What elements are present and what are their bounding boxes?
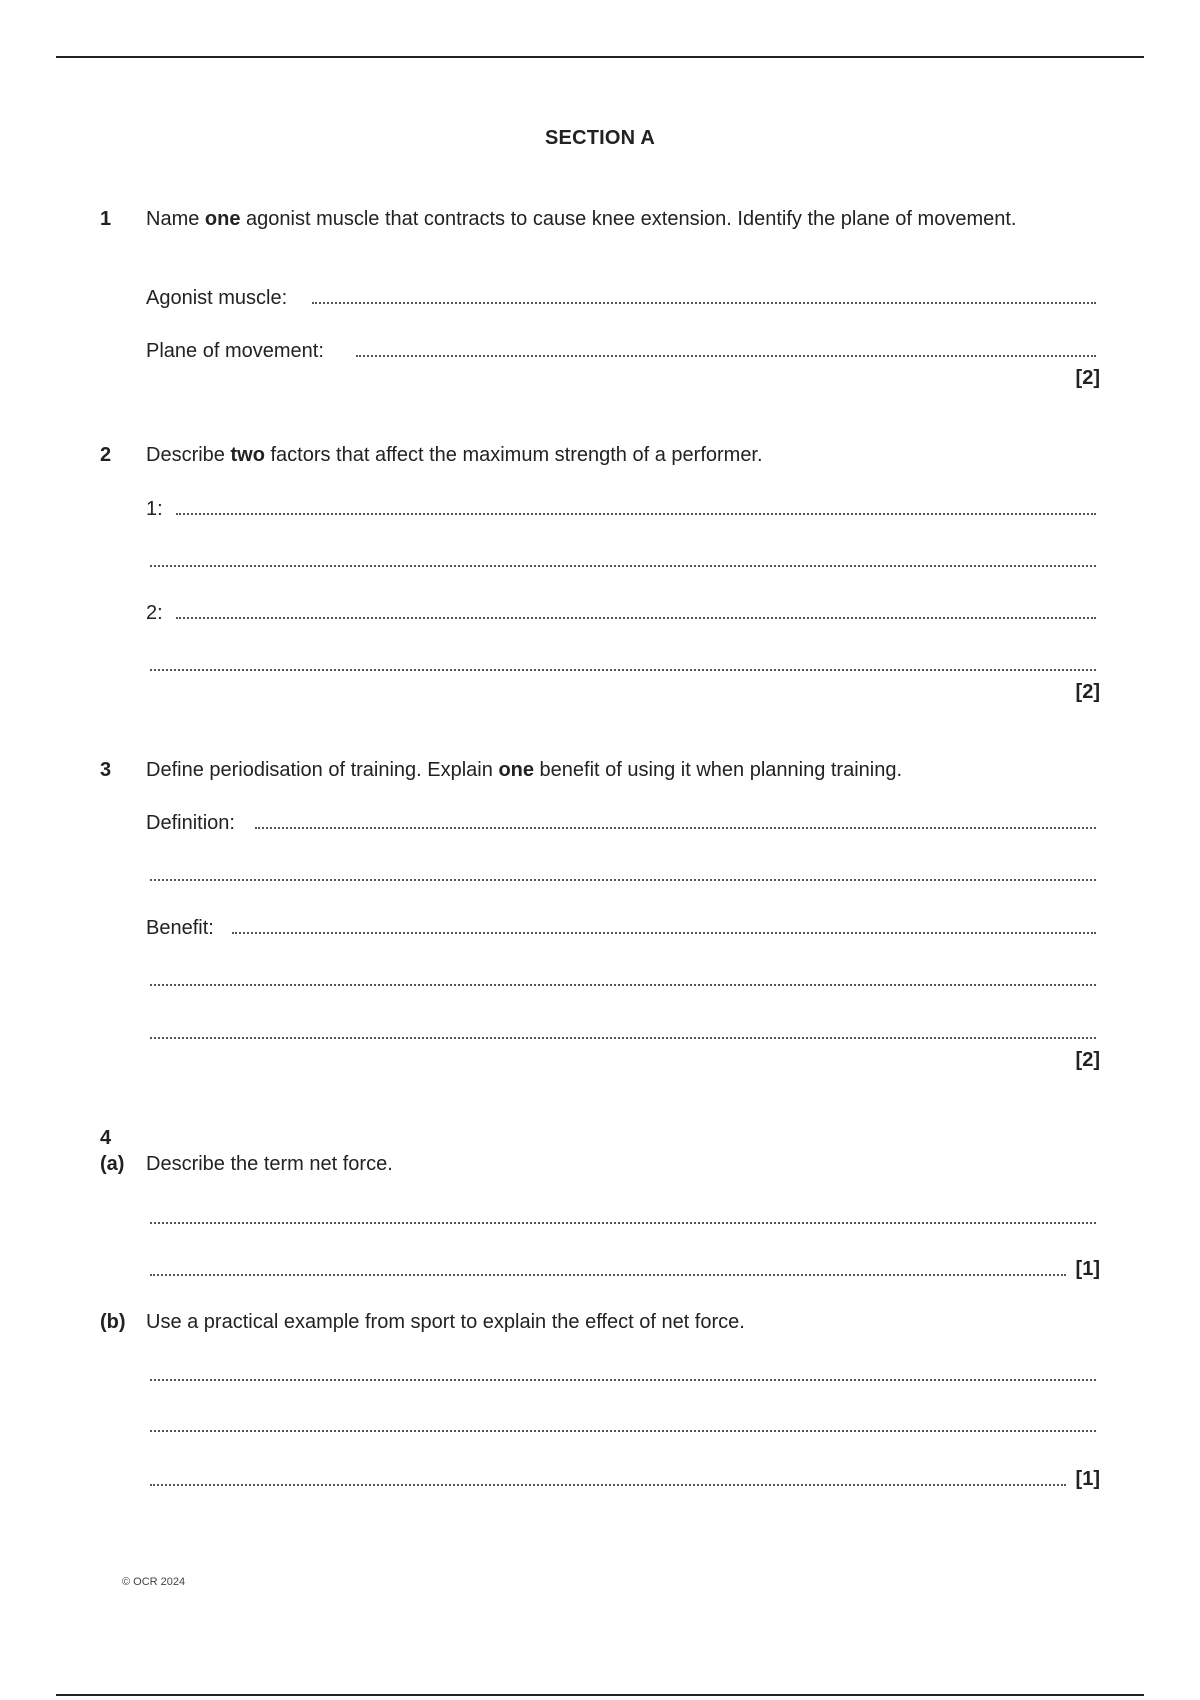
copyright-footer: © OCR 2024 [122,1576,186,1588]
question-1-marks: [2] [1075,367,1100,389]
question-3-stem: Define periodisation of training. Explain one benefit of using it when planning training. [146,759,903,781]
factor-2-label: 2: [146,602,163,624]
bottom-rule [56,1694,1144,1696]
question-4a-answer-line-2[interactable] [150,1274,1066,1276]
question-1-stem: Name one agonist muscle that contracts to cause knee extension. Identify the plane of movement. [146,208,1017,230]
agonist-muscle-answer-line[interactable] [312,302,1096,304]
definition-label: Definition: [146,812,235,834]
question-4b-marks: [1] [1075,1468,1100,1490]
factor-2-answer-line[interactable] [176,617,1096,619]
definition-answer-line[interactable] [255,827,1096,829]
question-4b-answer-line[interactable] [150,1379,1096,1381]
benefit-answer-line-2[interactable] [150,984,1096,986]
question-4b-answer-line-2[interactable] [150,1430,1096,1432]
question-number-4: 4 [100,1127,112,1149]
factor-1-label: 1: [146,498,163,520]
question-4a-stem: Describe the term net force. [146,1153,393,1175]
question-number-3: 3 [100,759,112,781]
question-number-1: 1 [100,208,112,230]
benefit-answer-line-3[interactable] [150,1037,1096,1039]
question-2-marks: [2] [1075,681,1100,703]
plane-of-movement-label: Plane of movement: [146,340,324,362]
question-4a-marks: [1] [1075,1258,1100,1280]
plane-of-movement-answer-line[interactable] [356,355,1096,357]
top-rule [56,56,1144,58]
question-4a-answer-line[interactable] [150,1222,1096,1224]
factor-1-answer-line[interactable] [176,513,1096,515]
factor-2-answer-line-2[interactable] [150,669,1096,671]
factor-1-answer-line-2[interactable] [150,565,1096,567]
benefit-label: Benefit: [146,917,214,939]
question-4a-label: (a) [100,1153,125,1175]
question-3-marks: [2] [1075,1049,1100,1071]
definition-answer-line-2[interactable] [150,879,1096,881]
benefit-answer-line[interactable] [232,932,1096,934]
question-4b-answer-line-3[interactable] [150,1484,1066,1486]
question-4b-label: (b) [100,1311,126,1333]
question-4b-stem: Use a practical example from sport to explain the effect of net force. [146,1311,745,1333]
question-number-2: 2 [100,444,112,466]
question-2-stem: Describe two factors that affect the maximum strength of a performer. [146,444,763,466]
section-heading: SECTION A [545,127,655,149]
agonist-muscle-label: Agonist muscle: [146,287,288,309]
